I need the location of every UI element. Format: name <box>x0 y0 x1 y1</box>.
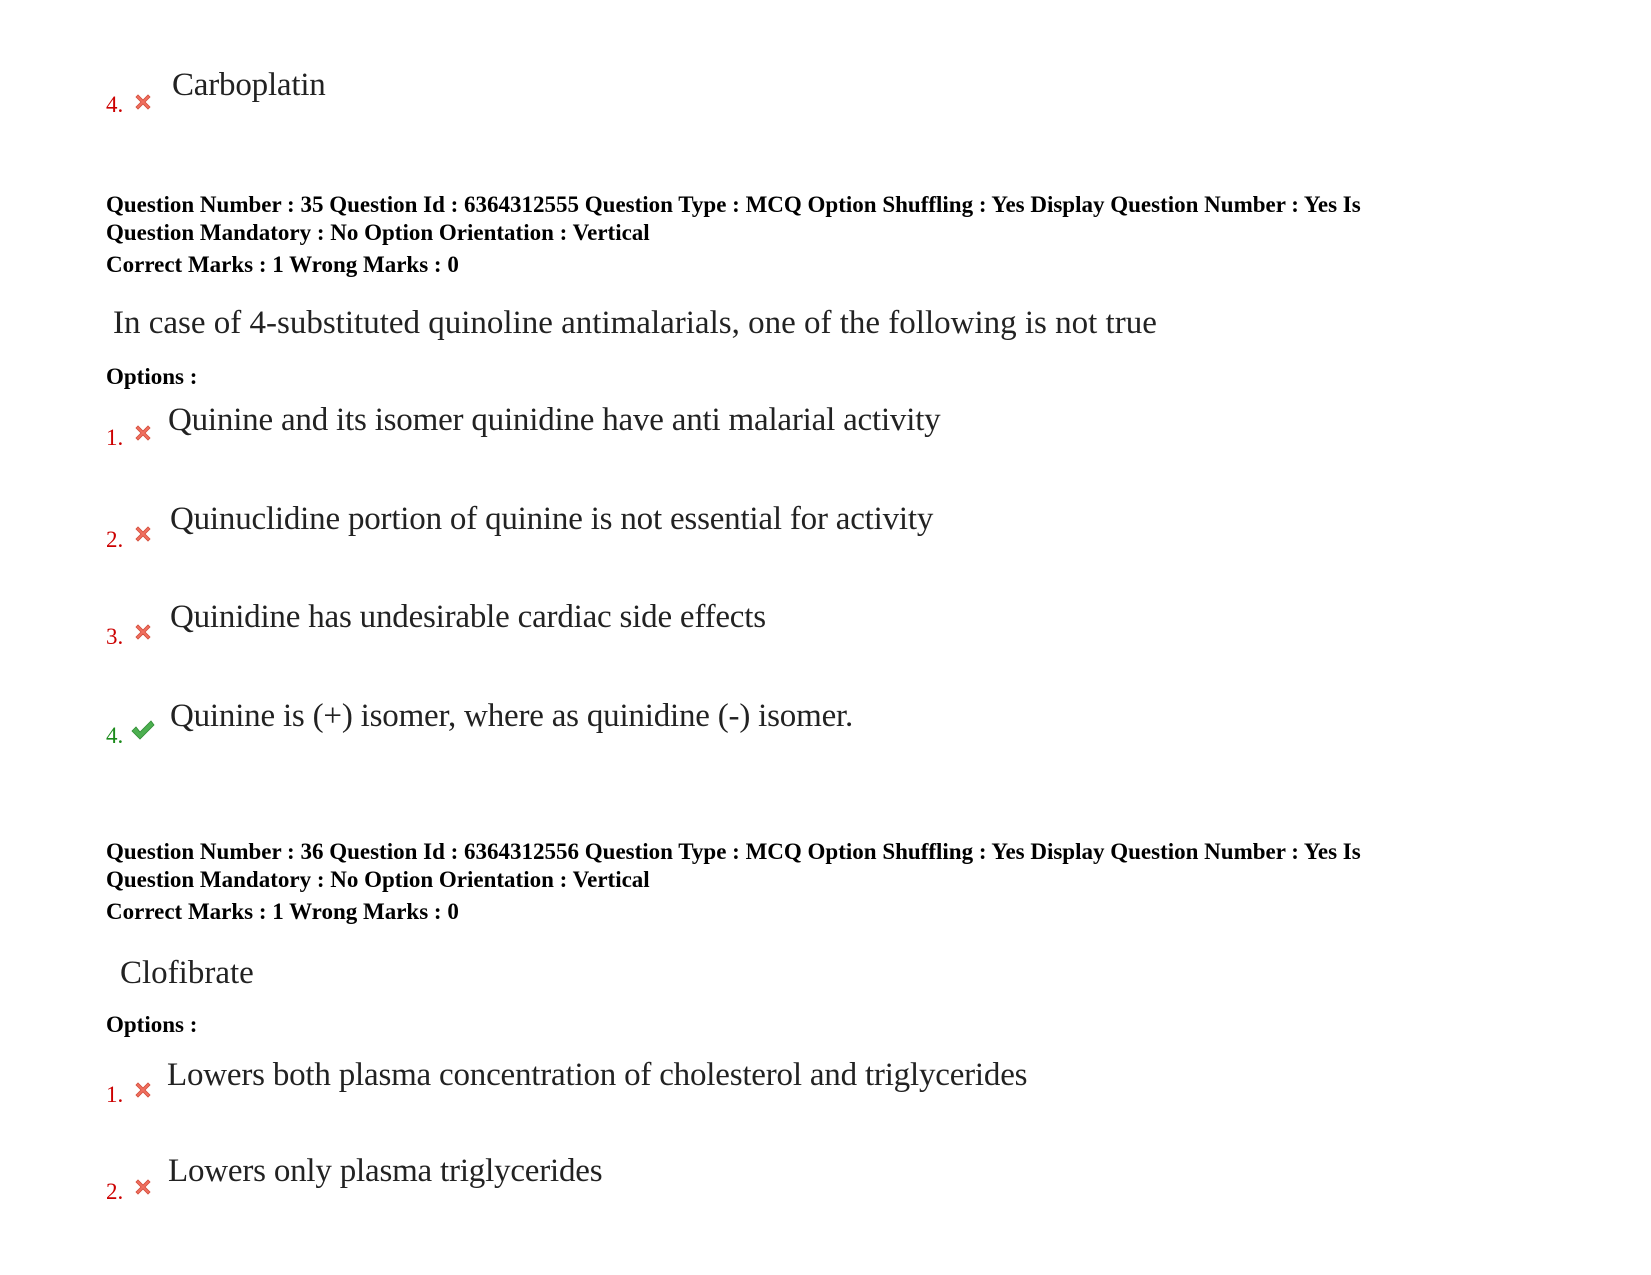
q35-option-3 <box>0 594 1651 664</box>
meta-line-1: Question Number : 36 Question Id : 6364312556 Question Type : MCQ Option Shuffling : Yes Display Question Number : Yes Is <box>106 839 1361 864</box>
question-35-stem: In case of 4-substituted quinoline antimalarials, one of the following is not true <box>113 305 1157 341</box>
meta-line-2: Question Mandatory : No Option Orientation : Vertical <box>106 220 650 245</box>
marks-line: Correct Marks : 1 Wrong Marks : 0 <box>106 252 459 277</box>
cross-icon <box>132 422 154 444</box>
q36-option-2 <box>0 1152 1651 1222</box>
option-text: Carboplatin <box>172 67 326 103</box>
meta-line-1: Question Number : 35 Question Id : 6364312555 Question Type : MCQ Option Shuffling : Yes Display Question Number : Yes Is <box>106 192 1361 217</box>
question-36-meta <box>106 838 1556 926</box>
option-number: 1. <box>106 425 124 450</box>
option-text: Quinine and its isomer quinidine have anti malarial activity <box>168 402 941 438</box>
cross-icon <box>132 523 154 545</box>
option-number: 4. <box>106 92 124 117</box>
q35-option-2 <box>0 494 1651 564</box>
option-text: Lowers both plasma concentration of cholesterol and triglycerides <box>167 1057 1028 1093</box>
q35-option-1 <box>0 396 1651 466</box>
cross-icon <box>132 1176 154 1198</box>
option-number: 2. <box>106 527 124 552</box>
question-36-stem: Clofibrate <box>120 955 254 991</box>
option-number: 4. <box>106 723 124 748</box>
option-text: Quinuclidine portion of quinine is not essential for activity <box>170 501 934 537</box>
options-label: Options : <box>106 1012 198 1037</box>
cross-icon <box>132 91 154 113</box>
meta-line-2: Question Mandatory : No Option Orientation : Vertical <box>106 867 650 892</box>
option-text: Quinine is (+) isomer, where as quinidine (-) isomer. <box>170 698 854 734</box>
prev-option-4 <box>0 60 1651 130</box>
options-label: Options : <box>106 364 198 389</box>
q36-option-1 <box>0 1056 1651 1126</box>
q35-option-4 <box>0 692 1651 762</box>
option-number: 3. <box>106 624 124 649</box>
cross-icon <box>132 621 154 643</box>
option-text: Lowers only plasma triglycerides <box>168 1153 603 1189</box>
option-text: Quinidine has undesirable cardiac side effects <box>170 599 766 635</box>
question-35-meta <box>106 191 1556 279</box>
marks-line: Correct Marks : 1 Wrong Marks : 0 <box>106 899 459 924</box>
check-icon <box>130 718 156 742</box>
option-number: 1. <box>106 1082 124 1107</box>
option-number: 2. <box>106 1179 124 1204</box>
cross-icon <box>132 1079 154 1101</box>
